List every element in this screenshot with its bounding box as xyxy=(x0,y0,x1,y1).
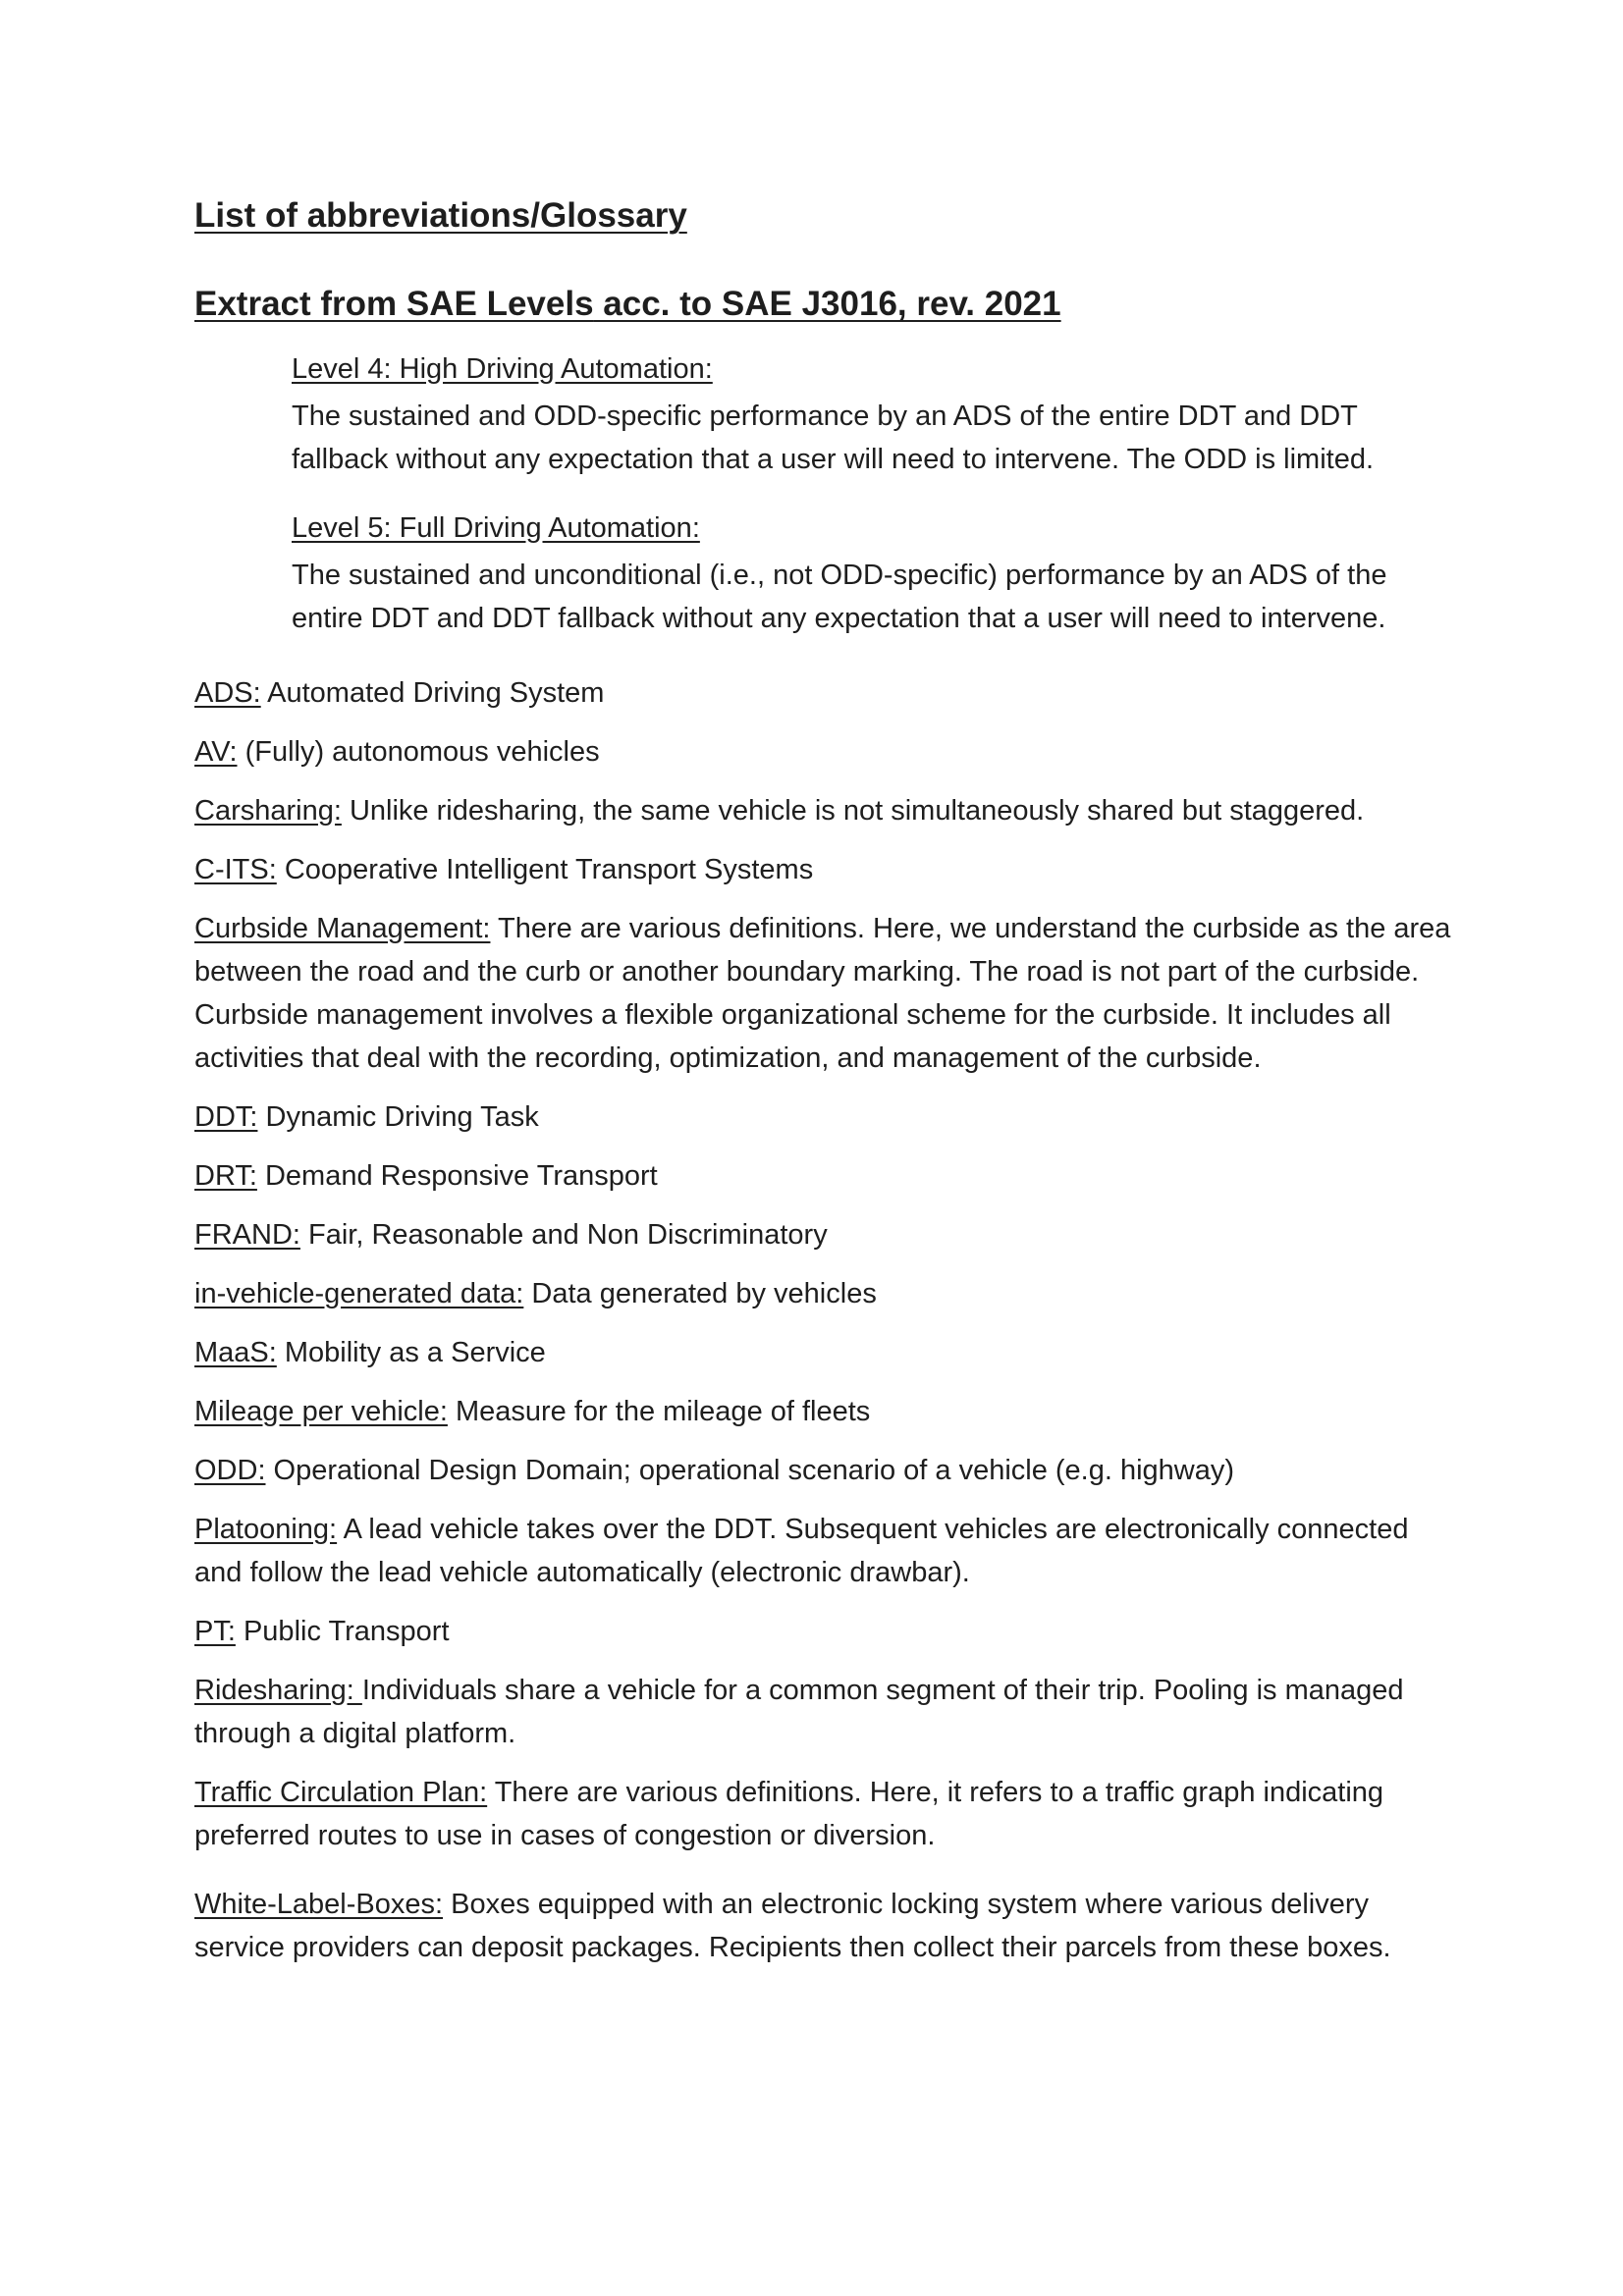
sae-levels-heading xyxy=(194,281,1451,328)
glossary-entry xyxy=(194,1213,1451,1256)
glossary-entry xyxy=(194,848,1451,891)
glossary-term: ODD: xyxy=(194,1455,266,1486)
glossary-list xyxy=(194,671,1451,1969)
glossary-entry xyxy=(194,789,1451,832)
glossary-definition: A lead vehicle takes over the DDT. Subsequent vehicles are electronically connected and follow the lead vehicle automatically (electronic drawbar). xyxy=(194,1514,1409,1588)
page-title: List of abbreviations/Glossary xyxy=(194,196,687,235)
glossary-entry xyxy=(194,1610,1451,1653)
level-5-title: Level 5: Full Driving Automation: xyxy=(292,512,700,544)
glossary-entry xyxy=(194,1095,1451,1139)
glossary-definition: Individuals share a vehicle for a common segment of their trip. Pooling is managed through a digital platform. xyxy=(194,1675,1404,1749)
level-4-block xyxy=(292,347,1451,481)
glossary-term: in-vehicle-generated data: xyxy=(194,1278,524,1309)
glossary-term: DRT: xyxy=(194,1160,257,1192)
glossary-term: DDT: xyxy=(194,1101,258,1133)
sae-levels-heading-bold: Extract from SAE Levels xyxy=(194,285,594,323)
glossary-definition: Mobility as a Service xyxy=(276,1337,546,1368)
glossary-definition: Demand Responsive Transport xyxy=(256,1160,658,1192)
glossary-entry xyxy=(194,907,1451,1080)
glossary-entry xyxy=(194,730,1451,774)
glossary-term: Mileage per vehicle: xyxy=(194,1396,448,1427)
glossary-entry xyxy=(194,1669,1451,1755)
glossary-term: C-ITS: xyxy=(194,854,277,885)
glossary-entry xyxy=(194,1390,1451,1433)
glossary-definition: Fair, Reasonable and Non Discriminatory xyxy=(299,1219,828,1251)
glossary-term: PT: xyxy=(194,1616,236,1647)
glossary-entry xyxy=(194,1272,1451,1315)
level-4-title: Level 4: High Driving Automation: xyxy=(292,353,713,385)
glossary-term: Carsharing: xyxy=(194,795,342,827)
level-5-text: The sustained and unconditional (i.e., not ODD-specific) performance by an ADS of the entire DDT and DDT fallback without any expectation that a user will need to intervene. xyxy=(292,560,1387,634)
glossary-definition: Dynamic Driving Task xyxy=(257,1101,539,1133)
glossary-definition: (Fully) autonomous vehicles xyxy=(237,736,600,768)
glossary-definition: Cooperative Intelligent Transport Systems xyxy=(276,854,814,885)
glossary-entry xyxy=(194,1883,1451,1969)
glossary-entry xyxy=(194,1508,1451,1594)
glossary-definition: There are various definitions. Here, we understand the curbside as the area between the road and the curb or another boundary marking. The road is not part of the curbside. Curbside management involves a flexible organizational scheme for the curbside. It includes all activities that deal with the recording, optimization, and management of the curbside. xyxy=(194,913,1451,1074)
glossary-term: Curbside Management: xyxy=(194,913,491,944)
glossary-entry xyxy=(194,671,1451,715)
glossary-term: Platooning: xyxy=(194,1514,338,1545)
glossary-definition: Boxes equipped with an electronic locking system where various delivery service providers can deposit packages. Recipients then collect their parcels from these boxes. xyxy=(194,1889,1391,1963)
glossary-term: ADS: xyxy=(194,677,261,709)
glossary-entry xyxy=(194,1154,1451,1198)
glossary-term: White-Label-Boxes: xyxy=(194,1889,444,1920)
glossary-definition: Unlike ridesharing, the same vehicle is not simultaneously shared but staggered. xyxy=(341,795,1365,827)
glossary-term: FRAND: xyxy=(194,1219,300,1251)
document-page xyxy=(194,192,1451,1985)
level-4-text: The sustained and ODD-specific performance by an ADS of the entire DDT and DDT fallback without any expectation that a user will need to intervene. The ODD is limited. xyxy=(292,400,1375,475)
glossary-definition: Automated Driving System xyxy=(260,677,605,709)
level-5-block xyxy=(292,507,1451,640)
glossary-entry xyxy=(194,1771,1451,1857)
glossary-definition: There are various definitions. Here, it refers to a traffic graph indicating preferred routes to use in cases of congestion or diversion. xyxy=(194,1777,1384,1851)
glossary-entry xyxy=(194,1449,1451,1492)
glossary-definition: Public Transport xyxy=(235,1616,450,1647)
glossary-term: Ridesharing: xyxy=(194,1675,362,1706)
glossary-term: Traffic Circulation Plan: xyxy=(194,1777,488,1808)
glossary-definition: Data generated by vehicles xyxy=(523,1278,877,1309)
glossary-definition: Measure for the mileage of fleets xyxy=(447,1396,871,1427)
glossary-term: AV: xyxy=(194,736,238,768)
glossary-definition: Operational Design Domain; operational scenario of a vehicle (e.g. highway) xyxy=(265,1455,1235,1486)
glossary-term: MaaS: xyxy=(194,1337,277,1368)
glossary-entry xyxy=(194,1331,1451,1374)
sae-levels-heading-rest: acc. to SAE J3016, rev. 2021 xyxy=(593,285,1061,323)
